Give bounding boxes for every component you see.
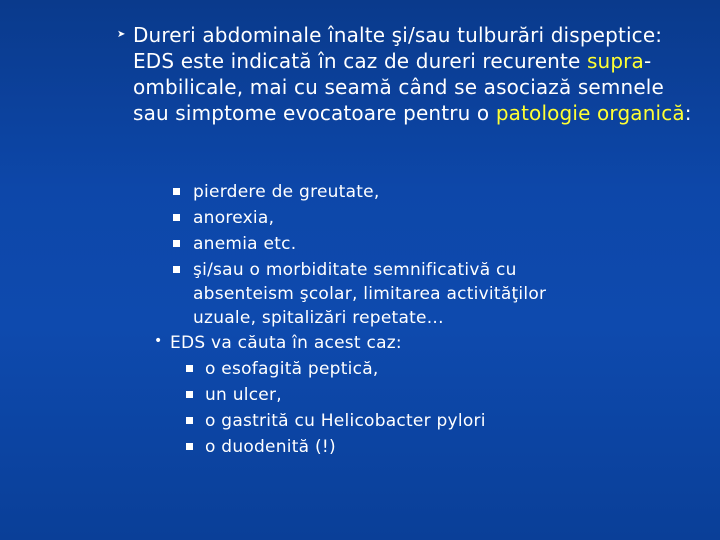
list-item: un ulcer, [205,385,282,405]
main-text-part1: Dureri abdominale înalte şi/sau tulburări dispeptice: EDS este indicată în caz de dureri recurente [133,23,663,73]
list-item: anorexia, [193,208,275,228]
list-item: şi/sau o morbiditate semnificativă cu [193,260,517,280]
list-item-continuation: uzuale, spitalizări repetate... [193,308,444,328]
square-bullet-icon [173,266,180,273]
highlight-patologie-organica: patologie organică [495,101,685,125]
arrowhead-icon: ➤ [117,29,126,40]
list-item-continuation: absenteism şcolar, limitarea activităţilor [193,284,547,304]
highlight-supra: supra [586,49,644,73]
square-bullet-icon [173,214,180,221]
dot-icon: • [154,333,163,349]
main-text-part3: : [684,101,692,125]
square-bullet-icon [186,391,193,398]
square-bullet-icon [186,417,193,424]
square-bullet-icon [173,240,180,247]
list-item: pierdere de greutate, [193,182,380,202]
square-bullet-icon [173,188,180,195]
main-item-text [133,22,693,126]
list-item: o esofagită peptică, [205,359,379,379]
list-item: o duodenită (!) [205,437,336,457]
square-bullet-icon [186,365,193,372]
list-item: o gastrită cu Helicobacter pylori [205,411,486,431]
list-item: anemia etc. [193,234,297,254]
main-text-part2: -ombilicale, mai cu seamă când se asociază semnele sau simptome evocatoare pentru o [133,49,664,125]
eds-item-text: EDS va căuta în acest caz: [170,333,402,353]
square-bullet-icon [186,443,193,450]
